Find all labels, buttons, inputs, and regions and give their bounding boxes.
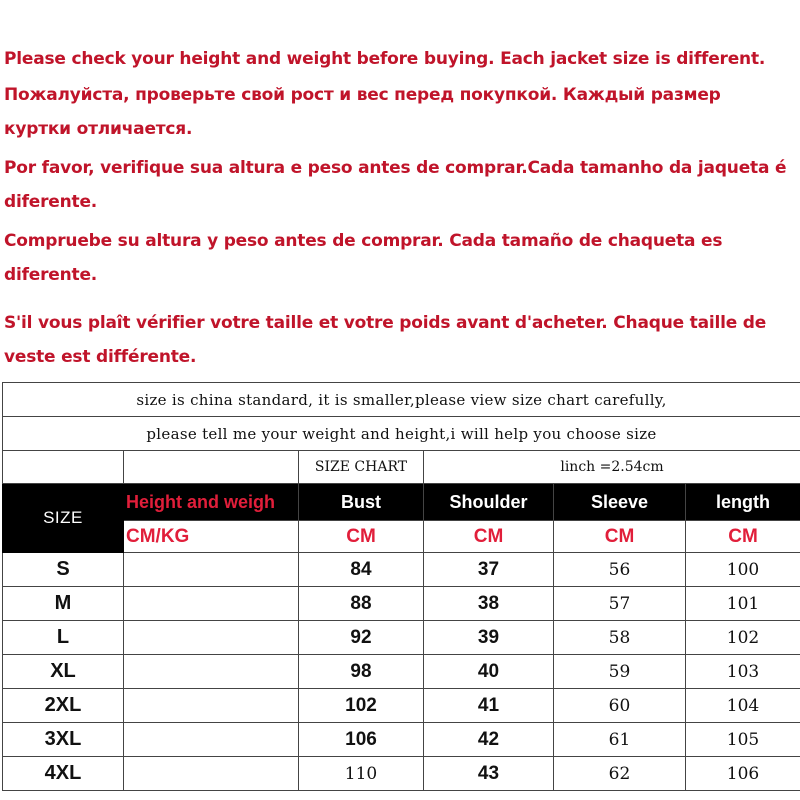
length-cell: 103 xyxy=(686,655,800,689)
length-header: length xyxy=(686,484,800,521)
size-chart-table xyxy=(2,382,800,791)
notice-line-french-2: veste est différente. xyxy=(4,347,197,367)
shoulder-cell: 41 xyxy=(424,689,554,723)
shoulder-unit: CM xyxy=(424,521,554,553)
length-cell: 102 xyxy=(686,621,800,655)
length-cell: 101 xyxy=(686,587,800,621)
shoulder-cell: 40 xyxy=(424,655,554,689)
size-cell: 2XL xyxy=(3,689,124,723)
length-unit: CM xyxy=(686,521,800,553)
shoulder-cell: 39 xyxy=(424,621,554,655)
height-weight-cell xyxy=(124,757,299,791)
size-cell: XL xyxy=(3,655,124,689)
sleeve-cell: 58 xyxy=(554,621,686,655)
bust-cell: 92 xyxy=(299,621,424,655)
sleeve-unit: CM xyxy=(554,521,686,553)
notice-line-portuguese-1: Por favor, verifique sua altura e peso antes de comprar.Cada tamanho da jaqueta é xyxy=(4,158,787,178)
sleeve-cell: 56 xyxy=(554,553,686,587)
inch-conversion-note: linch =2.54cm xyxy=(424,451,800,484)
height-weight-unit: CM/KG xyxy=(124,521,299,553)
height-weight-header: Height and weigh xyxy=(124,484,299,521)
empty-cell xyxy=(3,451,124,484)
shoulder-header: Shoulder xyxy=(424,484,554,521)
notice-line-portuguese-2: diferente. xyxy=(4,192,98,212)
bust-unit: CM xyxy=(299,521,424,553)
height-weight-cell xyxy=(124,621,299,655)
bust-cell: 84 xyxy=(299,553,424,587)
bust-cell: 98 xyxy=(299,655,424,689)
help-choose-note: please tell me your weight and height,i will help you choose size xyxy=(3,417,800,451)
length-cell: 100 xyxy=(686,553,800,587)
height-weight-cell xyxy=(124,655,299,689)
size-cell: S xyxy=(3,553,124,587)
table-row xyxy=(3,757,800,791)
notice-line-french-1: S'il vous plaît vérifier votre taille et votre poids avant d'acheter. Chaque taille de xyxy=(4,313,767,333)
bust-header: Bust xyxy=(299,484,424,521)
table-row xyxy=(3,553,800,587)
sleeve-cell: 62 xyxy=(554,757,686,791)
shoulder-cell: 42 xyxy=(424,723,554,757)
sleeve-cell: 57 xyxy=(554,587,686,621)
sleeve-cell: 59 xyxy=(554,655,686,689)
table-row xyxy=(3,723,800,757)
sleeve-header: Sleeve xyxy=(554,484,686,521)
notice-block xyxy=(0,0,800,382)
height-weight-cell xyxy=(124,723,299,757)
length-cell: 106 xyxy=(686,757,800,791)
length-cell: 104 xyxy=(686,689,800,723)
height-weight-cell xyxy=(124,587,299,621)
bust-cell: 106 xyxy=(299,723,424,757)
sleeve-cell: 61 xyxy=(554,723,686,757)
size-cell: 4XL xyxy=(3,757,124,791)
table-row xyxy=(3,655,800,689)
notice-line-spanish-1: Compruebe su altura y peso antes de comprar. Cada tamaño de chaqueta es xyxy=(4,231,723,251)
bust-cell: 110 xyxy=(299,757,424,791)
shoulder-cell: 43 xyxy=(424,757,554,791)
size-cell: L xyxy=(3,621,124,655)
length-cell: 105 xyxy=(686,723,800,757)
notice-line-russian-1: Пожалуйста, проверьте свой рост и вес перед покупкой. Каждый размер xyxy=(4,85,721,105)
notice-line-spanish-2: diferente. xyxy=(4,265,98,285)
sleeve-cell: 60 xyxy=(554,689,686,723)
notice-line-english: Please check your height and weight before buying. Each jacket size is different. xyxy=(4,49,766,69)
table-row xyxy=(3,587,800,621)
bust-cell: 102 xyxy=(299,689,424,723)
bust-cell: 88 xyxy=(299,587,424,621)
size-cell: M xyxy=(3,587,124,621)
size-standard-note: size is china standard, it is smaller,please view size chart carefully, xyxy=(3,383,800,417)
table-row xyxy=(3,689,800,723)
empty-cell xyxy=(124,451,299,484)
height-weight-cell xyxy=(124,553,299,587)
size-column-header: SIZE xyxy=(3,484,124,553)
height-weight-cell xyxy=(124,689,299,723)
size-chart-title: SIZE CHART xyxy=(299,451,424,484)
notice-line-russian-2: куртки отличается. xyxy=(4,119,193,139)
shoulder-cell: 38 xyxy=(424,587,554,621)
table-row xyxy=(3,621,800,655)
shoulder-cell: 37 xyxy=(424,553,554,587)
size-cell: 3XL xyxy=(3,723,124,757)
